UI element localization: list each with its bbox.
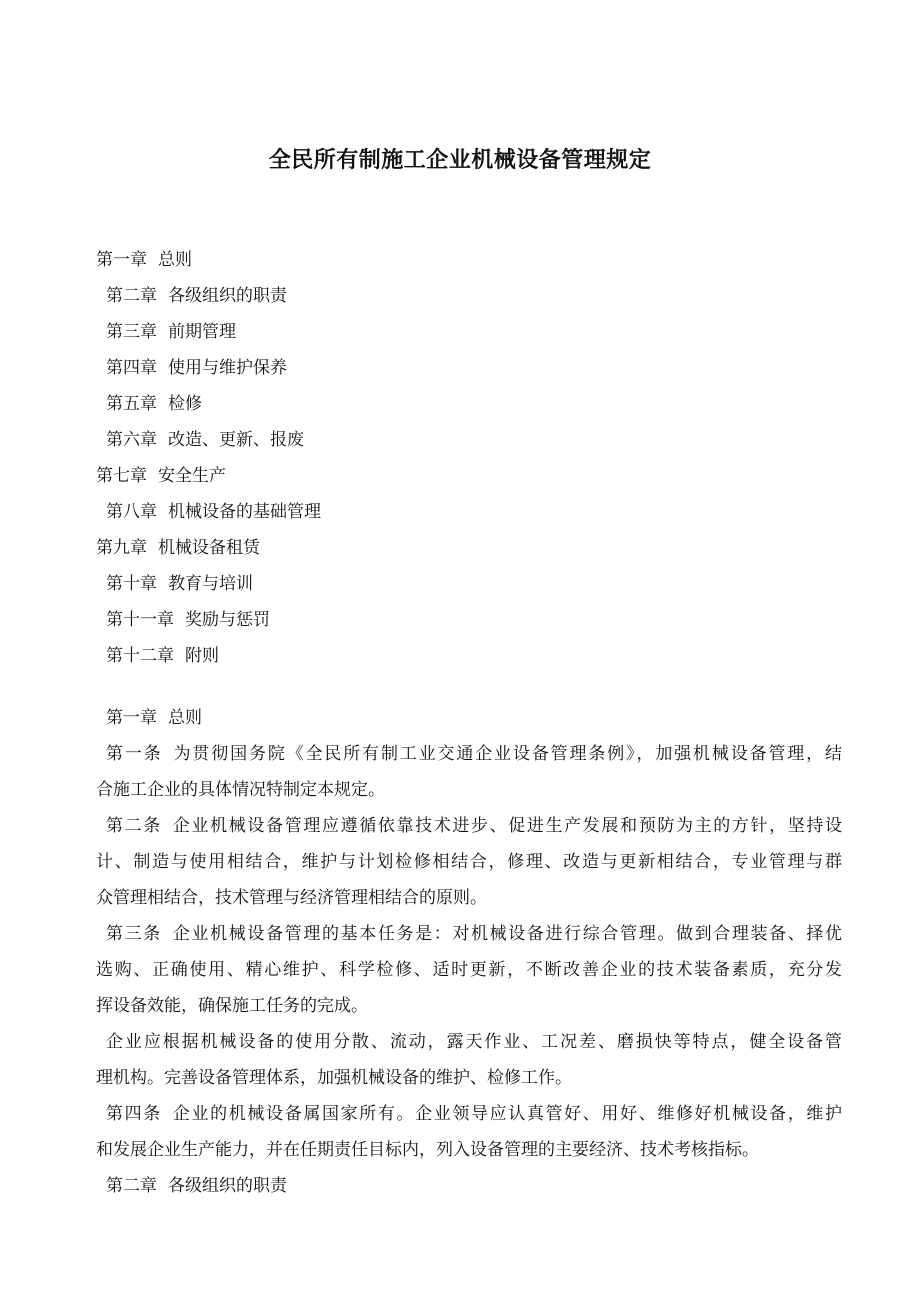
toc-chapter-name: 安全生产 <box>158 466 226 486</box>
toc-chapter-number: 第十二章 <box>106 646 174 666</box>
paragraph-line <box>96 736 842 772</box>
toc-chapter-name: 附则 <box>185 646 219 666</box>
toc-chapter-name: 机械设备的基础管理 <box>168 502 321 522</box>
paragraph-line: 计、制造与使用相结合，维护与计划检修相结合，修理、改造与更新相结合，专业管理与群 <box>96 852 842 872</box>
toc-item-2 <box>96 282 856 318</box>
paragraph-line: 企业应根据机械设备的使用分散、流动，露天作业、工况差、磨损快等特点，健全设备管 <box>106 1032 842 1052</box>
article-text: 企业的机械设备属国家所有。企业领导应认真管好、用好、维修好机械设备，维护 <box>172 1104 843 1124</box>
toc-chapter-number: 第十一章 <box>106 610 174 630</box>
toc-item-3 <box>96 318 856 354</box>
toc-item-4 <box>96 354 856 390</box>
paragraph-line: 选购、正确使用、精心维护、科学检修、适时更新，不断改善企业的技术装备素质，充分发 <box>96 960 842 980</box>
toc-chapter-number: 第六章 <box>106 430 157 450</box>
toc-chapter-name: 教育与培训 <box>168 574 253 594</box>
article-4 <box>96 1096 842 1168</box>
chapter-number: 第一章 <box>106 708 157 728</box>
toc-chapter-name: 改造、更新、报废 <box>168 430 304 450</box>
chapter-name: 各级组织的职责 <box>168 1176 287 1196</box>
toc-chapter-number: 第十章 <box>106 574 157 594</box>
toc-chapter-number: 第八章 <box>106 502 157 522</box>
toc-item-12 <box>96 642 856 678</box>
toc-chapter-name: 检修 <box>168 394 202 414</box>
toc-chapter-number: 第七章 <box>96 466 147 486</box>
chapter-heading <box>96 1168 842 1204</box>
toc-item-1 <box>96 246 856 282</box>
toc-chapter-number: 第二章 <box>106 286 157 306</box>
toc-chapter-name: 前期管理 <box>168 322 236 342</box>
chapter-name: 总则 <box>168 708 202 728</box>
toc-chapter-number: 第一章 <box>96 250 147 270</box>
paragraph-line: 和发展企业生产能力，并在任期责任目标内，列入设备管理的主要经济、技术考核指标。 <box>96 1140 759 1160</box>
toc-item-8 <box>96 498 856 534</box>
paragraph-line <box>96 808 842 844</box>
article-text: 为贯彻国务院《全民所有制工业交通企业设备管理条例》，加强机械设备管理，结 <box>173 744 843 764</box>
article-1 <box>96 736 842 808</box>
paragraph-line: 众管理相结合，技术管理与经济管理相结合的原则。 <box>96 888 487 908</box>
article-text: 企业机械设备管理应遵循依靠技术进步、促进生产发展和预防为主的方针，坚持设 <box>172 816 843 836</box>
article-label: 第四条 <box>106 1104 162 1124</box>
article-text: 企业机械设备管理的基本任务是：对机械设备进行综合管理。做到合理装备、择优 <box>172 924 843 944</box>
toc-item-6 <box>96 426 856 462</box>
paragraph-line <box>96 1096 842 1132</box>
toc-chapter-name: 各级组织的职责 <box>168 286 287 306</box>
toc-chapter-name: 奖励与惩罚 <box>185 610 270 630</box>
paragraph-line: 理机构。完善设备管理体系，加强机械设备的维护、检修工作。 <box>96 1068 572 1088</box>
toc-chapter-number: 第四章 <box>106 358 157 378</box>
document-body <box>96 700 842 1204</box>
article-3 <box>96 916 842 1024</box>
toc-chapter-name: 总则 <box>158 250 192 270</box>
article-2 <box>96 808 842 916</box>
toc-chapter-number: 第九章 <box>96 538 147 558</box>
paragraph-line <box>96 916 842 952</box>
chapter-number: 第二章 <box>106 1176 157 1196</box>
paragraph-line: 挥设备效能，确保施工任务的完成。 <box>96 996 368 1016</box>
document-title: 全民所有制施工企业机械设备管理规定 <box>268 148 652 173</box>
article-label: 第一条 <box>106 744 163 764</box>
article-3-paragraph-2 <box>96 1024 842 1096</box>
toc-item-11 <box>96 606 856 642</box>
toc-chapter-name: 机械设备租赁 <box>158 538 260 558</box>
toc-chapter-number: 第五章 <box>106 394 157 414</box>
toc-item-5 <box>96 390 856 426</box>
toc-chapter-number: 第三章 <box>106 322 157 342</box>
toc-item-10 <box>96 570 856 606</box>
article-label: 第三条 <box>106 924 162 944</box>
toc-chapter-name: 使用与维护保养 <box>168 358 287 378</box>
chapter-heading <box>96 700 842 736</box>
paragraph-line: 合施工企业的具体情况特制定本规定。 <box>96 780 385 800</box>
article-label: 第二条 <box>106 816 162 836</box>
table-of-contents <box>96 246 856 678</box>
toc-item-7 <box>96 462 856 498</box>
toc-item-9 <box>96 534 856 570</box>
